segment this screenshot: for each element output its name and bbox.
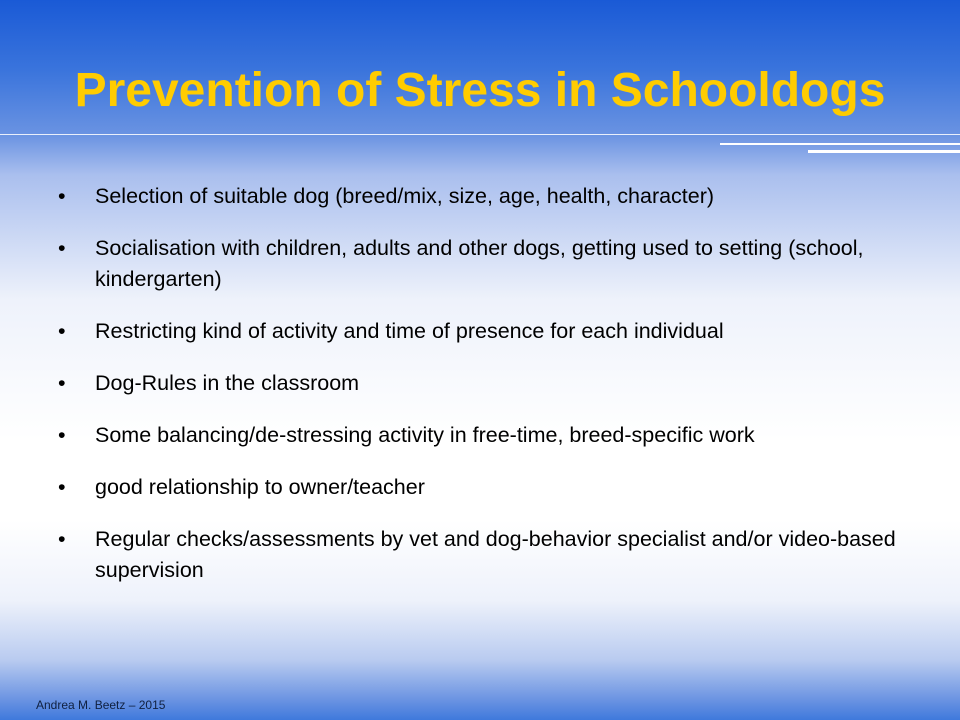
bullet-item xyxy=(58,420,918,451)
bullet-list xyxy=(58,181,918,607)
bullet-text: Selection of suitable dog (breed/mix, size, age, health, character) xyxy=(95,184,715,208)
bullet-marker: • xyxy=(58,527,66,551)
bullet-marker: • xyxy=(58,423,66,447)
bullet-marker: • xyxy=(58,184,66,208)
bullet-marker: • xyxy=(58,371,66,395)
bullet-item xyxy=(58,316,918,347)
bullet-item xyxy=(58,472,918,503)
footer-author: Andrea M. Beetz – 2015 xyxy=(36,698,166,712)
bullet-item xyxy=(58,181,918,212)
bullet-text: Dog-Rules in the classroom xyxy=(95,371,360,395)
title-divider-line xyxy=(0,134,960,135)
bullet-text: good relationship to owner/teacher xyxy=(95,475,425,499)
bullet-item xyxy=(58,368,918,399)
slide-title: Prevention of Stress in Schooldogs xyxy=(74,64,886,117)
bullet-text: Socialisation with children, adults and other dogs, getting used to setting (school, kindergarten) xyxy=(95,236,864,291)
bullet-item xyxy=(58,233,918,295)
decorative-line-upper xyxy=(720,143,960,145)
bullet-text: Some balancing/de-stressing activity in free-time, breed-specific work xyxy=(95,423,755,447)
decorative-line-lower xyxy=(808,150,960,153)
bullet-marker: • xyxy=(58,319,66,343)
bullet-text: Restricting kind of activity and time of presence for each individual xyxy=(95,319,724,343)
bullet-text: Regular checks/assessments by vet and dog-behavior specialist and/or video-based supervision xyxy=(95,527,896,582)
bullet-item xyxy=(58,524,918,586)
bullet-marker: • xyxy=(58,236,66,260)
bullet-marker: • xyxy=(58,475,66,499)
